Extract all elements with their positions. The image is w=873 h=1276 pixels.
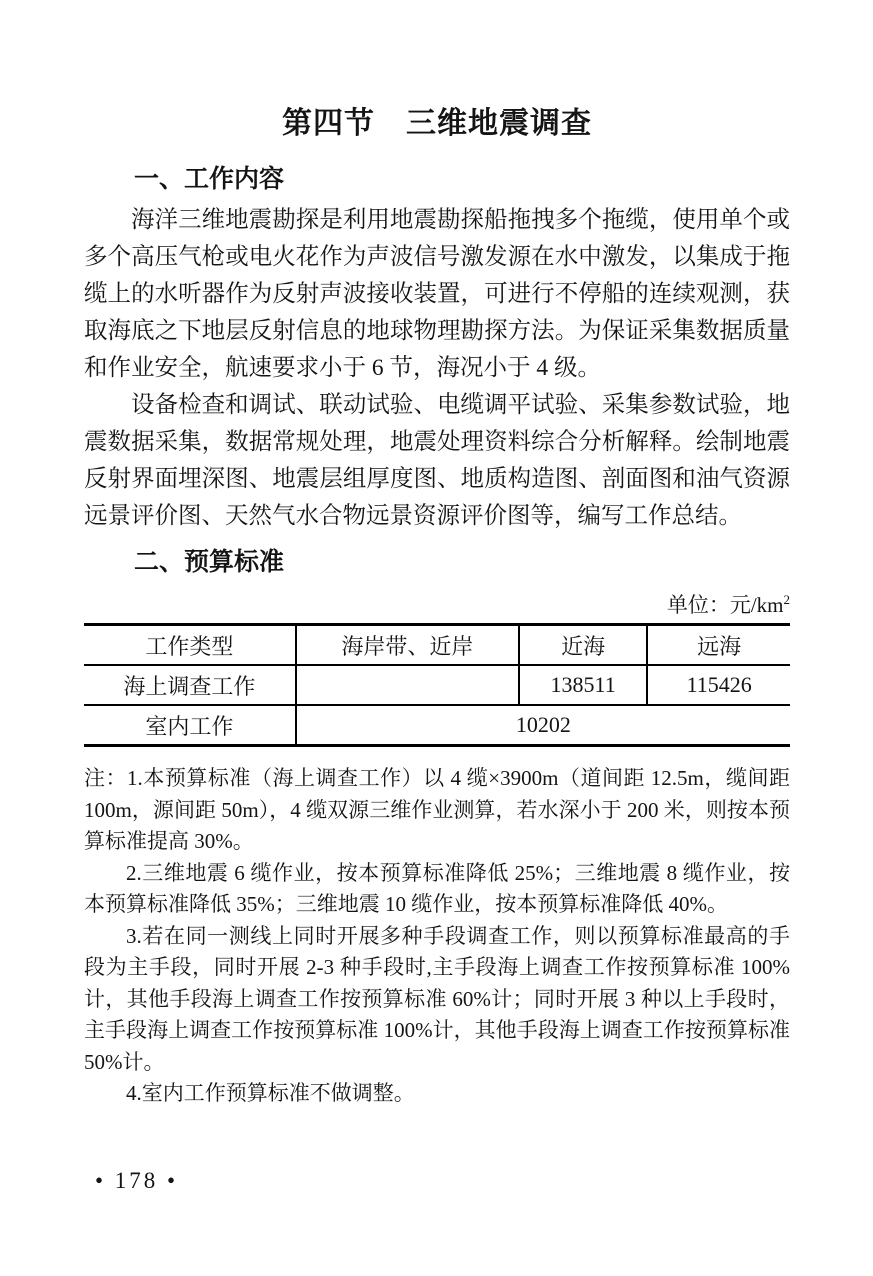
heading-budget-standard: 二、预算标准 (134, 548, 285, 576)
header-cell-near-sea: 近海 (519, 625, 647, 666)
header-cell-far-sea: 远海 (647, 625, 790, 666)
table-row-offshore-survey (84, 665, 790, 705)
page-number: • 178 • (95, 1168, 179, 1193)
work-content-paragraph-2: 设备检查和调试、联动试验、电缆调平试验、采集参数试验，地震数据采集，数据常规处理，地震处理资料综合分析解释。绘制地震反射界面埋深图、地震层组厚度图、地质构造图、剖面图和油气资源远景评价图、天然气水合物远景资源评价图等，编写工作总结。 (84, 392, 790, 529)
header-cell-coastal-nearshore: 海岸带、近岸 (296, 625, 519, 666)
table-row-indoor-work (84, 705, 790, 746)
note-2: 2.三维地震 6 缆作业，按本预算标准降低 25%；三维地震 8 缆作业，按本预算标准降低 35%；三维地震 10 缆作业，按本预算标准降低 40%。 (84, 860, 790, 916)
header-cell-work-type: 工作类型 (84, 625, 296, 666)
note-3: 3.若在同一测线上同时开展多种手段调查工作，则以预算标准最高的手段为主手段，同时开展 2-3 种手段时,主手段海上调查工作按预算标准 100%计，其他手段海上调查工作按预算标准 60%计；同时开展 3 种以上手段时，主手段海上调查工作按预算标准 100%计，其他手段海上调查工作按预算标准 50%计。 (84, 923, 790, 1074)
cell-offshore-survey-label: 海上调查工作 (84, 665, 296, 705)
work-content-paragraph-1: 海洋三维地震勘探是利用地震勘探船拖拽多个拖缆，使用单个或多个高压气枪或电火花作为声波信号激发源在水中激发，以集成于拖缆上的水听器作为反射声波接收装置，可进行不停船的连续观测，获取海底之下地层反射信息的地球物理勘探方法。为保证采集数据质量和作业安全，航速要求小于 6 节，海况小于 4 级。 (84, 207, 790, 381)
cell-offshore-survey-far-sea: 115426 (647, 665, 790, 705)
note-1: 注：1.本预算标准（海上调查工作）以 4 缆×3900m（道间距 12.5m，缆间距 100m，源间距 50m），4 缆双源三维作业测算，若水深小于 200 米，则按本预算标准提高 30%。 (84, 766, 790, 853)
table-header-row (84, 625, 790, 666)
cell-offshore-survey-near-sea: 138511 (519, 665, 647, 705)
note-4: 4.室内工作预算标准不做调整。 (126, 1081, 415, 1105)
cell-offshore-survey-coastal (296, 665, 519, 705)
heading-work-content: 一、工作内容 (134, 165, 285, 193)
notes-block (84, 763, 790, 1110)
unit-superscript: 2 (783, 592, 790, 607)
unit-label-text: 单位：元/km (666, 593, 784, 617)
budget-table (84, 623, 790, 747)
unit-label (84, 587, 790, 618)
page-title: 第四节 三维地震调查 (282, 107, 592, 140)
cell-indoor-work-value: 10202 (515, 712, 571, 737)
cell-indoor-work-label: 室内工作 (84, 705, 296, 746)
